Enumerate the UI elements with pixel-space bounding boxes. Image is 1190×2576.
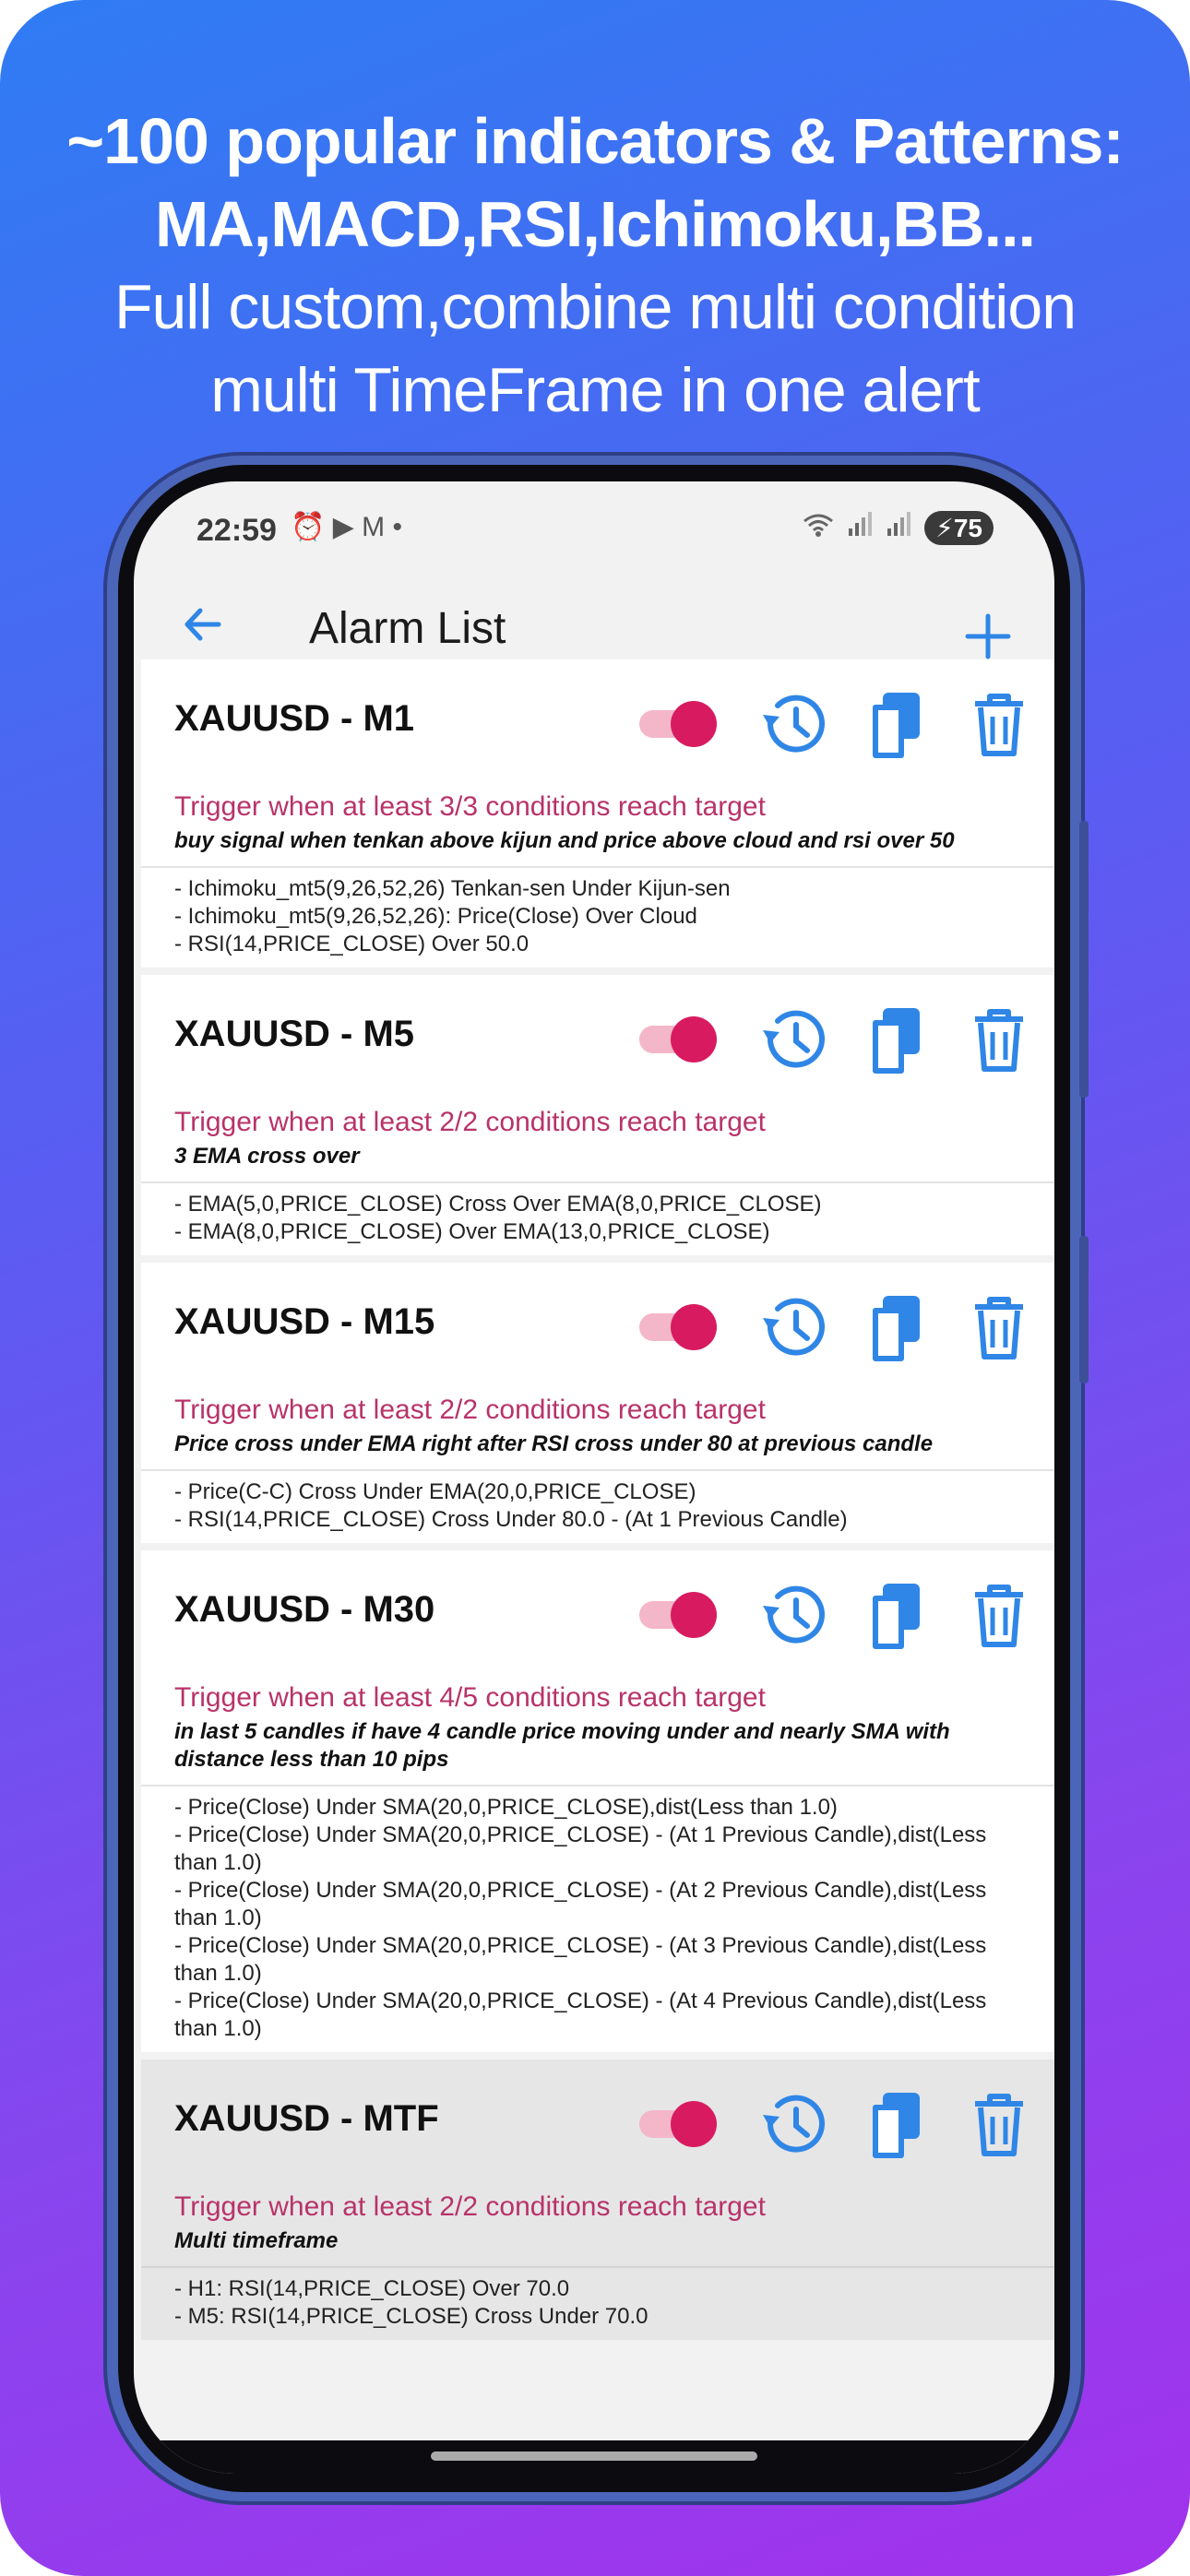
history-icon[interactable]: [757, 1290, 831, 1364]
alarm-enable-toggle[interactable]: [639, 701, 717, 743]
alarm-conditions: [141, 1785, 1054, 2052]
delete-icon[interactable]: [962, 1578, 1036, 1652]
toggle-thumb: [671, 1592, 717, 1638]
status-bar: [134, 481, 1054, 583]
alarm-description: 3 EMA cross over: [174, 1144, 360, 1169]
home-gesture-bar[interactable]: [431, 2451, 757, 2461]
alarm-title: XAUUSD - M1: [174, 698, 415, 739]
condition-line: - Price(Close) Under SMA(20,0,PRICE_CLOSE) - (At 1 Previous Candle),dist(Less than 1.0): [174, 1822, 987, 1875]
alarm-card[interactable]: [141, 1550, 1054, 2052]
alarm-card[interactable]: [141, 975, 1054, 1255]
copy-icon[interactable]: [861, 1578, 934, 1652]
alarm-description: Price cross under EMA right after RSI cross under 80 at previous candle: [174, 1431, 934, 1456]
condition-line: - H1: RSI(14,PRICE_CLOSE) Over 70.0: [174, 2276, 570, 2301]
condition-line: - Price(Close) Under SMA(20,0,PRICE_CLOSE),dist(Less than 1.0): [174, 1795, 838, 1820]
headline-line-2: MA,MACD,RSI,Ichimoku,BB...: [154, 188, 1036, 260]
toggle-thumb: [671, 2101, 717, 2147]
headline-line-1: ~100 popular indicators & Patterns:: [66, 105, 1124, 177]
alarm-list: [141, 659, 1054, 2347]
headline-line-4: multi TimeFrame in one alert: [210, 355, 980, 425]
gmail-icon: M: [362, 512, 386, 542]
page-title: Alarm List: [309, 604, 506, 653]
alarm-enable-toggle[interactable]: [639, 1304, 717, 1347]
condition-line: - EMA(5,0,PRICE_CLOSE) Cross Over EMA(8,0,PRICE_CLOSE): [174, 1192, 822, 1217]
alarm-conditions: [141, 1469, 1054, 1543]
alarm-card-header: [141, 2060, 1054, 2190]
alarm-conditions: [141, 866, 1054, 967]
alarm-title: XAUUSD - MTF: [174, 2098, 439, 2139]
copy-icon[interactable]: [861, 1290, 934, 1364]
toggle-thumb: [671, 1016, 717, 1062]
alarm-card[interactable]: [141, 2060, 1054, 2340]
battery-icon: ⚡75: [924, 511, 994, 545]
condition-line: - Price(Close) Under SMA(20,0,PRICE_CLOSE) - (At 3 Previous Candle),dist(Less than 1.0): [174, 1933, 987, 1986]
alarm-card-header: [141, 1263, 1054, 1394]
alarm-description: Multi timeframe: [174, 2228, 339, 2253]
alarm-enable-toggle[interactable]: [639, 1016, 717, 1059]
alarm-title: XAUUSD - M15: [174, 1301, 435, 1342]
condition-line: - Price(Close) Under SMA(20,0,PRICE_CLOSE) - (At 2 Previous Candle),dist(Less than 1.0): [174, 1878, 987, 1930]
alarm-card-header: [141, 659, 1054, 790]
delete-icon[interactable]: [962, 1290, 1036, 1364]
history-icon[interactable]: [757, 1578, 831, 1652]
youtube-icon: ▶: [332, 512, 354, 542]
phone-volume-button: [1079, 821, 1089, 1098]
toggle-thumb: [671, 1304, 717, 1350]
condition-line: - RSI(14,PRICE_CLOSE) Over 50.0: [174, 932, 530, 956]
headline-line-3: Full custom,combine multi condition: [113, 272, 1077, 342]
alarm-trigger-text: Trigger when at least 2/2 conditions reach target: [174, 1107, 766, 1137]
alarm-app-icon: ⏰: [291, 512, 326, 542]
alarm-enable-toggle[interactable]: [639, 2101, 717, 2143]
alarm-title: XAUUSD - M30: [174, 1589, 435, 1630]
condition-line: - RSI(14,PRICE_CLOSE) Cross Under 80.0 - (At 1 Previous Candle): [174, 1507, 848, 1532]
status-time: 22:59: [196, 513, 277, 548]
status-notification-icons: [291, 511, 402, 543]
alarm-conditions: [141, 1181, 1054, 1255]
alarm-trigger-text: Trigger when at least 4/5 conditions reach target: [174, 1682, 766, 1713]
alarm-card[interactable]: [141, 659, 1054, 967]
back-arrow-icon[interactable]: [180, 599, 226, 659]
alarm-description: in last 5 candles if have 4 candle price moving under and nearly SMA with distance less than 10 pips: [174, 1719, 950, 1772]
history-icon[interactable]: [757, 687, 831, 761]
copy-icon[interactable]: [861, 1003, 934, 1076]
history-icon[interactable]: [757, 2087, 831, 2161]
alarm-card-header: [141, 975, 1054, 1106]
signal-icon-1: [847, 512, 873, 544]
promo-headline: [0, 100, 1190, 432]
alarm-conditions: [141, 2266, 1054, 2340]
condition-line: - EMA(8,0,PRICE_CLOSE) Over EMA(13,0,PRICE_CLOSE): [174, 1219, 770, 1244]
battery-level: 75: [953, 514, 982, 542]
delete-icon[interactable]: [962, 2087, 1036, 2161]
wifi-icon: [803, 512, 834, 544]
condition-line: - Price(C-C) Cross Under EMA(20,0,PRICE_CLOSE): [174, 1479, 696, 1504]
phone-screen: [134, 481, 1054, 2474]
alarm-trigger-text: Trigger when at least 2/2 conditions reach target: [174, 2191, 766, 2222]
alarm-trigger-text: Trigger when at least 2/2 conditions reach target: [174, 1395, 766, 1425]
delete-icon[interactable]: [962, 687, 1036, 761]
alarm-title: XAUUSD - M5: [174, 1014, 415, 1054]
alarm-trigger-text: Trigger when at least 3/3 conditions reach target: [174, 791, 766, 822]
toggle-thumb: [671, 701, 717, 747]
condition-line: - Ichimoku_mt5(9,26,52,26): Price(Close) Over Cloud: [174, 904, 697, 929]
signal-icon-2: [886, 512, 911, 544]
phone-power-button: [1079, 1236, 1089, 1383]
alarm-card[interactable]: [141, 1263, 1054, 1543]
copy-icon[interactable]: [861, 687, 934, 761]
alarm-description: buy signal when tenkan above kijun and price above cloud and rsi over 50: [174, 828, 955, 853]
copy-icon[interactable]: [861, 2087, 934, 2161]
more-dot-icon: •: [392, 512, 402, 542]
condition-line: - Price(Close) Under SMA(20,0,PRICE_CLOSE) - (At 4 Previous Candle),dist(Less than 1.0): [174, 1988, 987, 2041]
navigation-bar: [134, 2440, 1054, 2474]
delete-icon[interactable]: [962, 1003, 1036, 1076]
alarm-enable-toggle[interactable]: [639, 1592, 717, 1634]
history-icon[interactable]: [757, 1003, 831, 1076]
status-system-icons: [803, 511, 994, 545]
alarm-card-header: [141, 1550, 1054, 1681]
condition-line: - M5: RSI(14,PRICE_CLOSE) Cross Under 70.0: [174, 2304, 649, 2329]
condition-line: - Ichimoku_mt5(9,26,52,26) Tenkan-sen Under Kijun-sen: [174, 876, 731, 901]
